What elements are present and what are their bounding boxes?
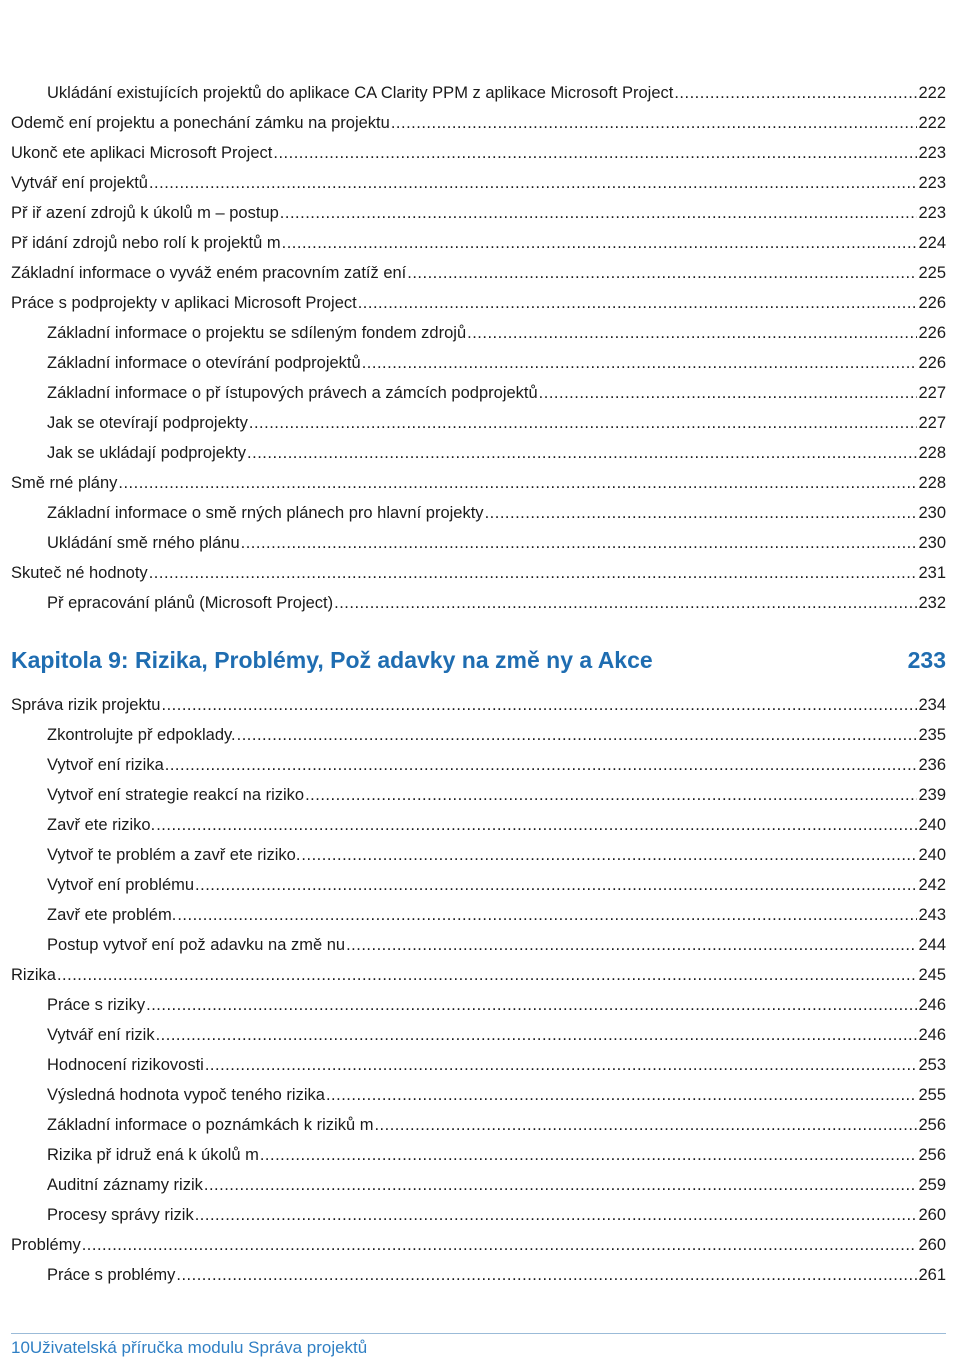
toc-section-after xyxy=(11,690,946,1290)
toc-entry-title: Ukládání smě rného plánu xyxy=(47,534,240,552)
toc-page-number: 256 xyxy=(918,1146,946,1164)
dot-leader xyxy=(346,930,917,960)
toc-page-number: 260 xyxy=(918,1206,946,1224)
dot-leader xyxy=(241,528,918,558)
dot-leader xyxy=(57,960,918,990)
toc-entry-title: Smě rné plány xyxy=(11,474,118,492)
toc-entry-title: Rizika př idruž ená k úkolů m xyxy=(47,1146,259,1164)
page-footer: 10Uživatelská příručka modulu Správa projektů xyxy=(11,1338,368,1357)
chapter-heading[interactable] xyxy=(11,638,946,682)
toc-entry[interactable] xyxy=(11,468,946,498)
toc-entry[interactable] xyxy=(11,288,946,318)
toc-entry[interactable] xyxy=(11,558,946,588)
dot-leader xyxy=(334,588,917,618)
toc-page-number: 234 xyxy=(918,696,946,714)
dot-leader xyxy=(539,378,918,408)
dot-leader xyxy=(674,78,917,108)
dot-leader xyxy=(280,198,918,228)
toc-entry-title: Základní informace o smě rných plánech pro hlavní projekty xyxy=(47,504,484,522)
toc-entry-title: Problémy xyxy=(11,1236,81,1254)
toc-entry[interactable] xyxy=(11,1170,946,1200)
toc-entry-title: Procesy správy rizik xyxy=(47,1206,194,1224)
toc-page-number: 260 xyxy=(918,1236,946,1254)
toc-entry-title: Vytvoř ení rizika xyxy=(47,756,164,774)
toc-page-number: 223 xyxy=(918,144,946,162)
toc-entry-title: Odemč ení projektu a ponechání zámku na projektu xyxy=(11,114,390,132)
toc-entry-title: Základní informace o př ístupových právech a zámcích podprojektů xyxy=(47,384,538,402)
dot-leader xyxy=(156,1020,918,1050)
toc-entry[interactable] xyxy=(11,780,946,810)
dot-leader xyxy=(156,810,917,840)
toc-entry[interactable] xyxy=(11,168,946,198)
toc-page-number: 227 xyxy=(918,384,946,402)
toc-entry[interactable] xyxy=(11,438,946,468)
toc-entry-title: Př idání zdrojů nebo rolí k projektů m xyxy=(11,234,281,252)
dot-leader xyxy=(205,1050,918,1080)
toc-page-number: 261 xyxy=(918,1266,946,1284)
toc-page-number: 244 xyxy=(918,936,946,954)
toc-entry[interactable] xyxy=(11,348,946,378)
toc-entry[interactable] xyxy=(11,1110,946,1140)
dot-leader xyxy=(195,1200,918,1230)
toc-page-number: 226 xyxy=(918,294,946,312)
toc-entry[interactable] xyxy=(11,78,946,108)
toc-page-number: 232 xyxy=(918,594,946,612)
toc-entry[interactable] xyxy=(11,840,946,870)
dot-leader xyxy=(260,1140,918,1170)
dot-leader xyxy=(407,258,917,288)
toc-entry-title: Správa rizik projektu xyxy=(11,696,161,714)
toc-page-number: 235 xyxy=(918,726,946,744)
toc-entry-title: Vytvoř te problém a zavř ete riziko. xyxy=(47,846,301,864)
toc-entry-title: Práce s podprojekty v aplikaci Microsoft Project xyxy=(11,294,357,312)
toc-page-number: 228 xyxy=(918,474,946,492)
toc-entry[interactable] xyxy=(11,930,946,960)
toc-entry-title: Zavř ete problém. xyxy=(47,906,177,924)
dot-leader xyxy=(358,288,918,318)
dot-leader xyxy=(176,1260,917,1290)
toc-page-number: 231 xyxy=(918,564,946,582)
toc-page-number: 245 xyxy=(918,966,946,984)
toc-entry-title: Základní informace o vyváž eném pracovním zatíž ení xyxy=(11,264,407,282)
dot-leader xyxy=(305,780,917,810)
toc-page-number: 228 xyxy=(918,444,946,462)
toc-entry[interactable] xyxy=(11,1050,946,1080)
toc-entry[interactable] xyxy=(11,720,946,750)
toc-entry[interactable] xyxy=(11,1140,946,1170)
toc-entry[interactable] xyxy=(11,198,946,228)
dot-leader xyxy=(237,720,918,750)
toc-entry-title: Základní informace o projektu se sdíleným fondem zdrojů xyxy=(47,324,467,342)
toc-entry-title: Zkontrolujte př edpoklady. xyxy=(47,726,236,744)
toc-page-number: 230 xyxy=(918,534,946,552)
toc-entry[interactable] xyxy=(11,750,946,780)
toc-entry[interactable] xyxy=(11,1230,946,1260)
toc-entry-title: Ukládání existujících projektů do aplikace CA Clarity PPM z aplikace Microsoft Project xyxy=(47,84,674,102)
dot-leader xyxy=(146,990,917,1020)
toc-entry[interactable] xyxy=(11,810,946,840)
toc-page-number: 223 xyxy=(918,174,946,192)
toc-entry-title: Základní informace o poznámkách k riziků m xyxy=(47,1116,374,1134)
dot-leader xyxy=(149,558,918,588)
dot-leader xyxy=(249,408,918,438)
toc-page-number: 230 xyxy=(918,504,946,522)
toc-page-number: 227 xyxy=(918,414,946,432)
toc-page-number: 253 xyxy=(918,1056,946,1074)
toc-page-number: 225 xyxy=(918,264,946,282)
toc-entry[interactable] xyxy=(11,1020,946,1050)
toc-entry[interactable] xyxy=(11,318,946,348)
toc-entry-title: Výsledná hodnota vypoč teného rizika xyxy=(47,1086,325,1104)
toc-entry[interactable] xyxy=(11,228,946,258)
toc-page-number: 240 xyxy=(918,846,946,864)
toc-entry[interactable] xyxy=(11,108,946,138)
toc-page-number: 222 xyxy=(918,114,946,132)
toc-entry-title: Práce s problémy xyxy=(47,1266,176,1284)
dot-leader xyxy=(82,1230,918,1260)
toc-entry-title: Ukonč ete aplikaci Microsoft Project xyxy=(11,144,273,162)
dot-leader xyxy=(326,1080,918,1110)
toc-entry[interactable] xyxy=(11,990,946,1020)
toc-entry[interactable] xyxy=(11,900,946,930)
toc-page-number: 223 xyxy=(918,204,946,222)
dot-leader xyxy=(177,900,917,930)
toc-entry-title: Vytvář ení projektů xyxy=(11,174,148,192)
toc-entry-title: Skuteč né hodnoty xyxy=(11,564,148,582)
toc-entry-title: Rizika xyxy=(11,966,56,984)
toc-page-number: 259 xyxy=(918,1176,946,1194)
dot-leader xyxy=(247,438,917,468)
dot-leader xyxy=(195,870,917,900)
dot-leader xyxy=(118,468,917,498)
toc-page-number: 236 xyxy=(918,756,946,774)
toc-page-number: 239 xyxy=(918,786,946,804)
dot-leader xyxy=(301,840,917,870)
toc-entry[interactable] xyxy=(11,870,946,900)
footer-rule xyxy=(11,1333,946,1334)
toc-page-number: 243 xyxy=(918,906,946,924)
toc-entry-title: Zavř ete riziko. xyxy=(47,816,156,834)
dot-leader xyxy=(485,498,918,528)
toc-entry-title: Vytvář ení rizik xyxy=(47,1026,155,1044)
toc-entry[interactable] xyxy=(11,1080,946,1110)
dot-leader xyxy=(204,1170,918,1200)
toc-page-number: 226 xyxy=(918,324,946,342)
chapter-page-number: 233 xyxy=(907,647,946,673)
toc-entry-title: Auditní záznamy rizik xyxy=(47,1176,203,1194)
toc-entry-title: Vytvoř ení strategie reakcí na riziko xyxy=(47,786,305,804)
toc-page-number: 242 xyxy=(918,876,946,894)
toc-entry[interactable] xyxy=(11,258,946,288)
toc-entry-title: Hodnocení rizikovosti xyxy=(47,1056,204,1074)
toc-entry-title: Jak se ukládají podprojekty xyxy=(47,444,247,462)
toc-entry[interactable] xyxy=(11,378,946,408)
table-of-contents xyxy=(11,78,946,1290)
dot-leader xyxy=(362,348,918,378)
dot-leader xyxy=(282,228,918,258)
toc-entry[interactable] xyxy=(11,498,946,528)
toc-entry-title: Postup vytvoř ení pož adavku na změ nu xyxy=(47,936,346,954)
toc-page-number: 226 xyxy=(918,354,946,372)
toc-page-number: 246 xyxy=(918,1026,946,1044)
chapter-title: Kapitola 9: Rizika, Problémy, Pož adavky na změ ny a Akce xyxy=(11,647,653,673)
toc-entry[interactable] xyxy=(11,1200,946,1230)
toc-entry-title: Vytvoř ení problému xyxy=(47,876,195,894)
dot-leader xyxy=(273,138,917,168)
toc-entry[interactable] xyxy=(11,408,946,438)
dot-leader xyxy=(165,750,918,780)
toc-entry-title: Př epracování plánů (Microsoft Project) xyxy=(47,594,334,612)
toc-page-number: 240 xyxy=(918,816,946,834)
toc-page-number: 256 xyxy=(918,1116,946,1134)
toc-section-before xyxy=(11,78,946,618)
toc-entry[interactable] xyxy=(11,960,946,990)
toc-entry[interactable] xyxy=(11,528,946,558)
toc-entry-title: Př iř azení zdrojů k úkolů m ‒ postup xyxy=(11,204,279,222)
dot-leader xyxy=(149,168,918,198)
toc-entry-title: Základní informace o otevírání podprojektů xyxy=(47,354,361,372)
dot-leader xyxy=(391,108,918,138)
dot-leader xyxy=(161,690,917,720)
toc-entry[interactable] xyxy=(11,588,946,618)
dot-leader xyxy=(374,1110,917,1140)
toc-entry[interactable] xyxy=(11,690,946,720)
dot-leader xyxy=(467,318,917,348)
toc-entry-title: Práce s riziky xyxy=(47,996,146,1014)
toc-entry[interactable] xyxy=(11,1260,946,1290)
toc-page-number: 224 xyxy=(918,234,946,252)
toc-page-number: 246 xyxy=(918,996,946,1014)
toc-entry-title: Jak se otevírají podprojekty xyxy=(47,414,248,432)
toc-page-number: 255 xyxy=(918,1086,946,1104)
toc-page-number: 222 xyxy=(918,84,946,102)
toc-entry[interactable] xyxy=(11,138,946,168)
